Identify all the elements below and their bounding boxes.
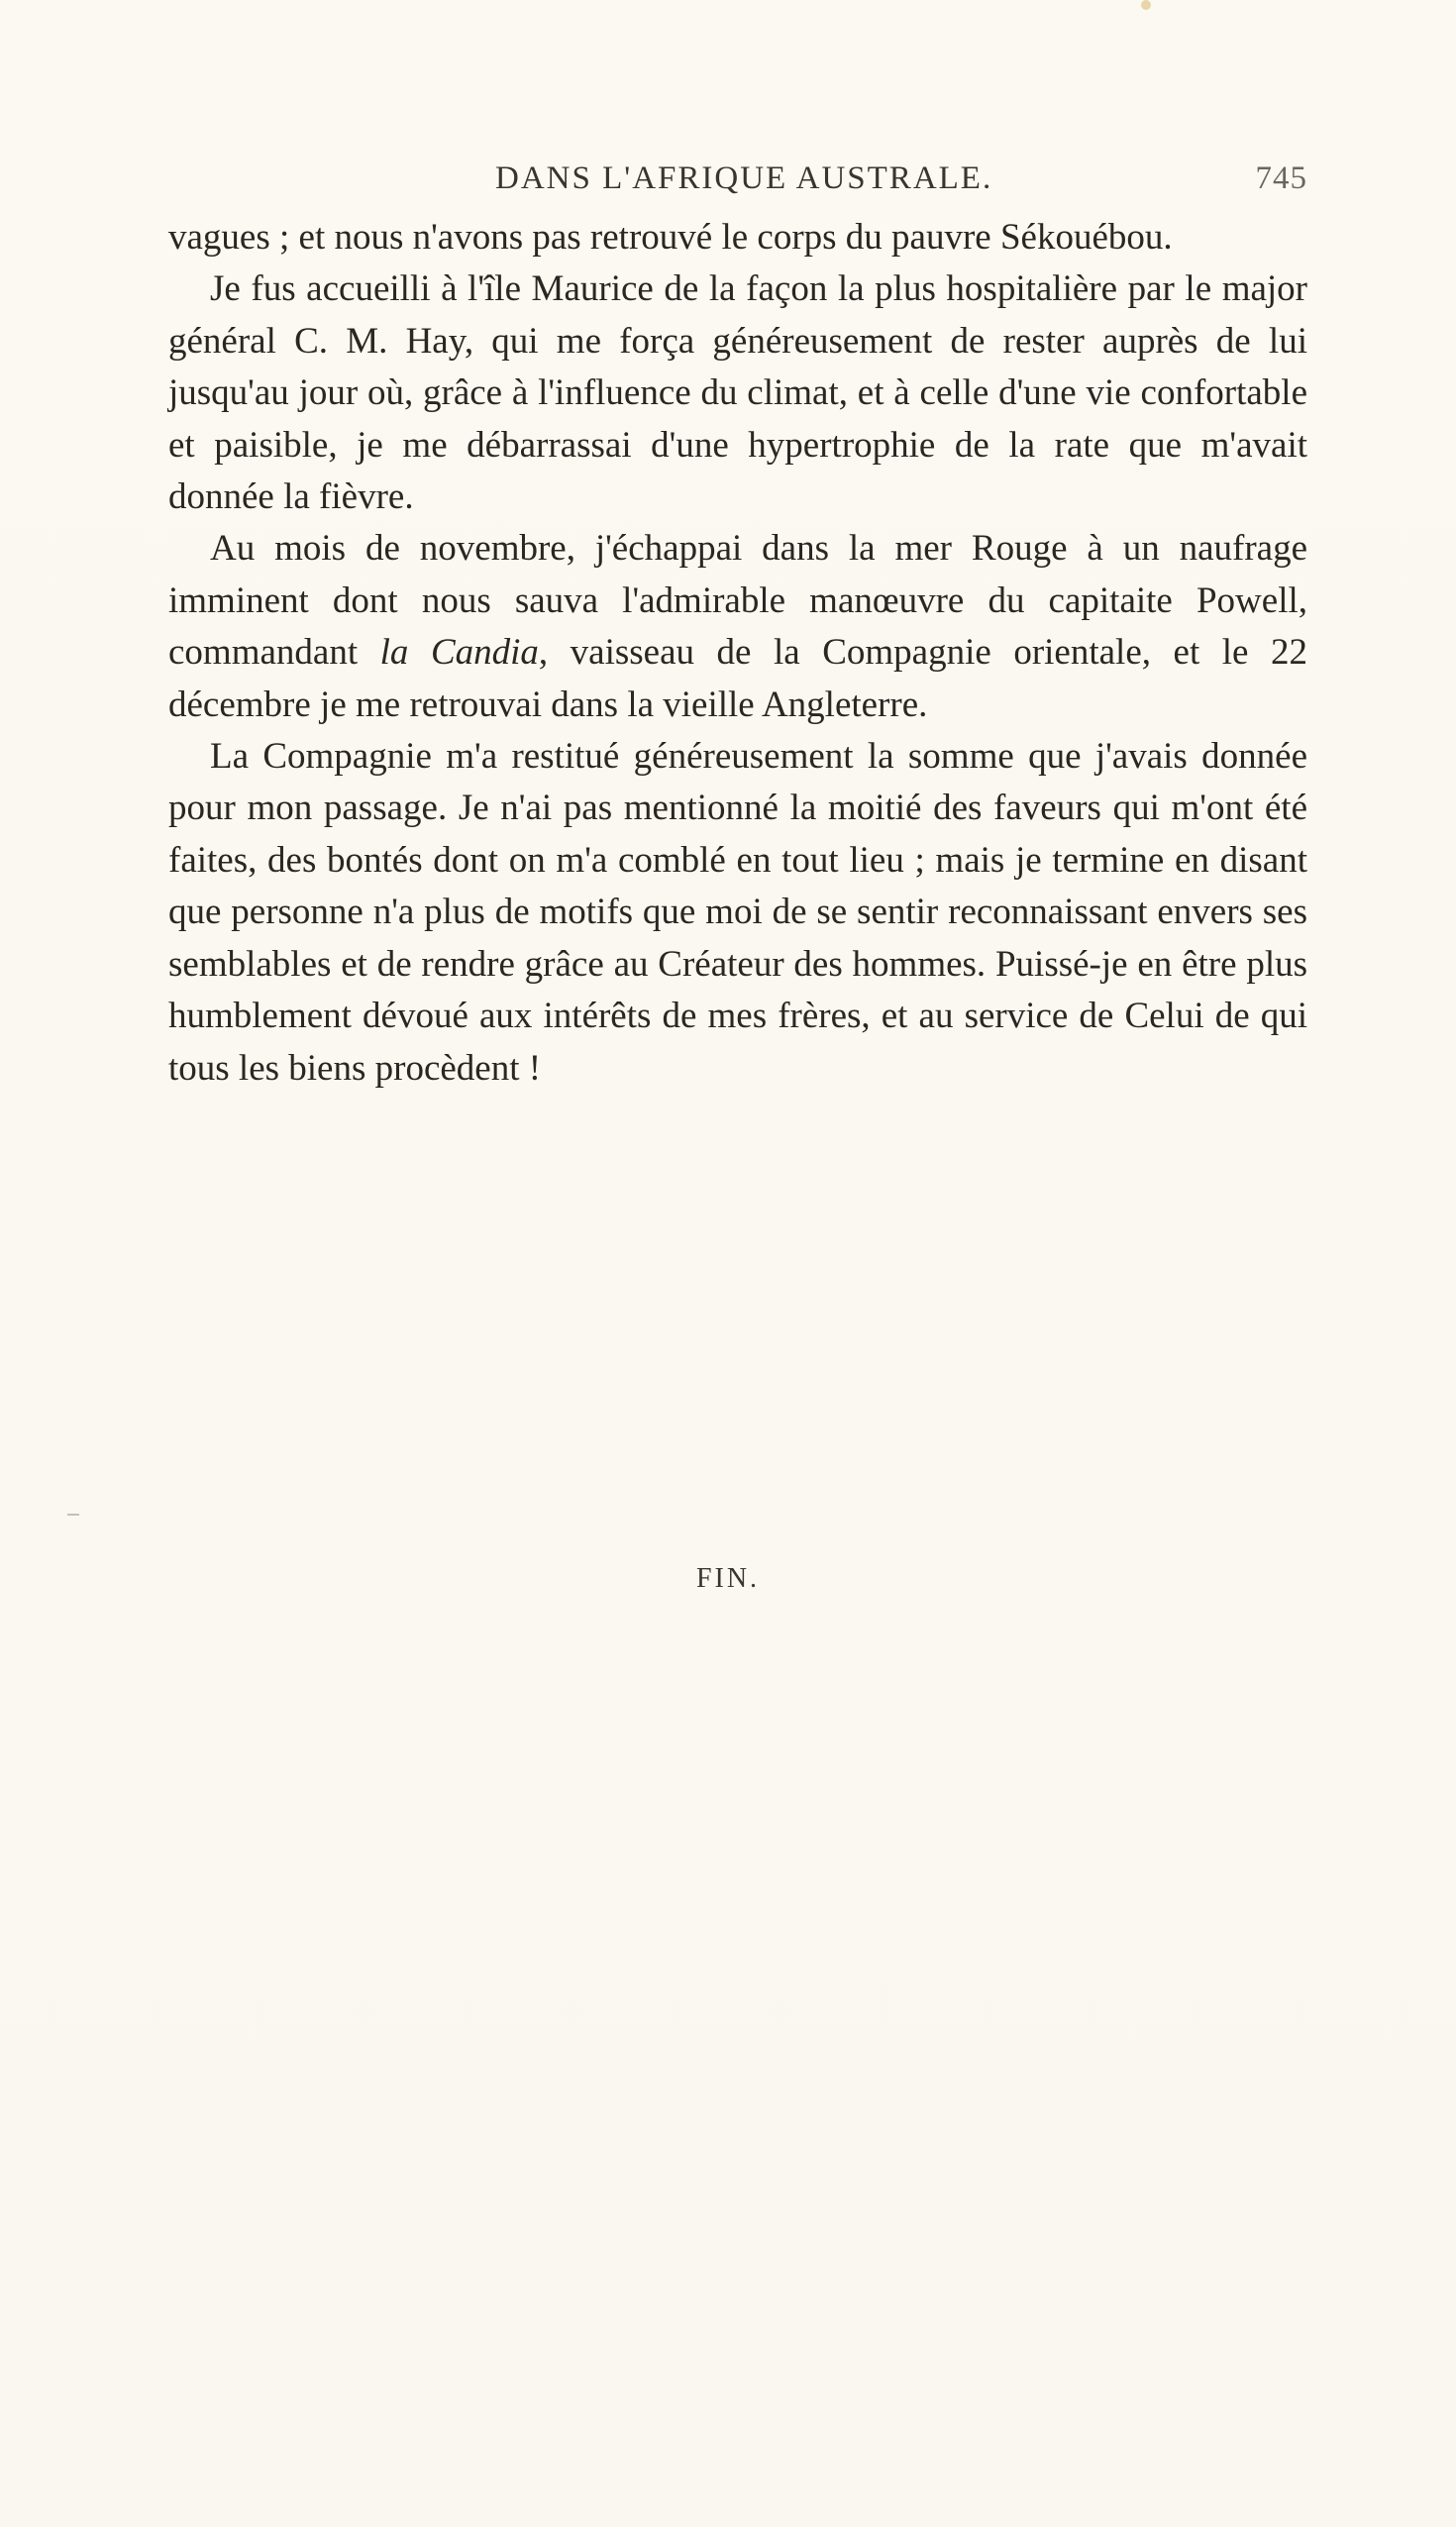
fin-label: FIN. bbox=[695, 1563, 761, 1594]
paragraph-2: Je fus accueilli à l'île Maurice de la façon la plus hospitalière par le major général C. M. Hay, qui me força généreusement de rester auprès de lui jusqu'au jour où, grâce à l'influence du climat, et à celle d'une vie confortable et paisible, je me débarrassai d'une hypertrophie de la rate que m'avait donnée la fièvre. bbox=[168, 268, 1307, 518]
margin-mark bbox=[67, 1514, 79, 1516]
page-number: 745 bbox=[1255, 160, 1307, 196]
paper-smudge bbox=[1141, 0, 1151, 10]
paragraph-3-part-2: , vaisseau de la Compagnie orientale, et le 22 décembre je me retrouvai dans la vieille Angleterre. bbox=[168, 632, 1307, 725]
body-text bbox=[168, 212, 1307, 1095]
paragraph-4: La Compagnie m'a restitué généreusement la somme que j'avais donnée pour mon passage. Je n'ai pas mentionné la moitié des faveurs qui m'ont été faites, des bontés dont on m'a comblé en tout lieu ; mais je termine en disant que personne n'a plus de motifs que moi de se sentir reconnaissant envers ses semblables et de rendre grâce au Créateur des hommes. Puissé-je en être plus humblement dévoué aux intérêts de mes frères, et au service de Celui de qui tous les biens procèdent ! bbox=[168, 736, 1307, 1089]
running-title: DANS L'AFRIQUE AUSTRALE. bbox=[495, 160, 993, 196]
paragraph-3 bbox=[168, 523, 1307, 731]
paragraph-3-part-1: Au mois de novembre, j'échappai dans la mer Rouge à un naufrage imminent dont nous sauva l'admirable manœuvre du capitaite Powell, commandant bbox=[168, 528, 1307, 674]
page-header bbox=[168, 160, 1307, 210]
ship-name: la Candia bbox=[379, 632, 539, 674]
paragraph-1: vagues ; et nous n'avons pas retrouvé le corps du pauvre Sékouébou. bbox=[168, 217, 1173, 258]
